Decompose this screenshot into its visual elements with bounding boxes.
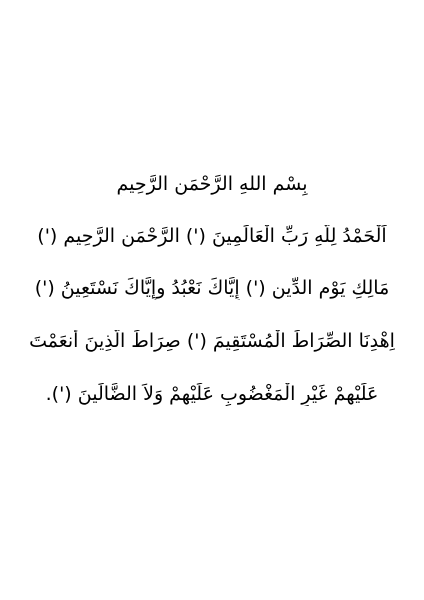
text-line-1: اَلْحَمْدُ لِلّهِ رَبِّ الْعَالَمِينَ (') الرَّحْمَنِ الرَّحِيمِ (') <box>37 225 387 247</box>
basmala-line: بِسْمِ اللهِ الرَّحْمَنِ الرَّحِيمِ <box>116 173 308 195</box>
arabic-text-block <box>10 165 414 435</box>
text-line-2: مَالِكِ يَوْمِ الدِّينِ (') إِيَّاكَ نَعْبُدُ وإِيَّاكَ نَسْتَعِينُ (') <box>34 277 390 299</box>
text-line-3: اِهْدِنَا الصِّرَاطَ الْمُسْتَقِيمَ (') صِرَاطَ الَّذِينَ أَنعَمْتَ <box>29 330 395 352</box>
text-line-4: عَلَيْهِمْ غَيْرِ الْمَغْضُوبِ عَلَيْهِمْ وَلاَ الضَّالِّينَ ('). <box>45 383 379 405</box>
